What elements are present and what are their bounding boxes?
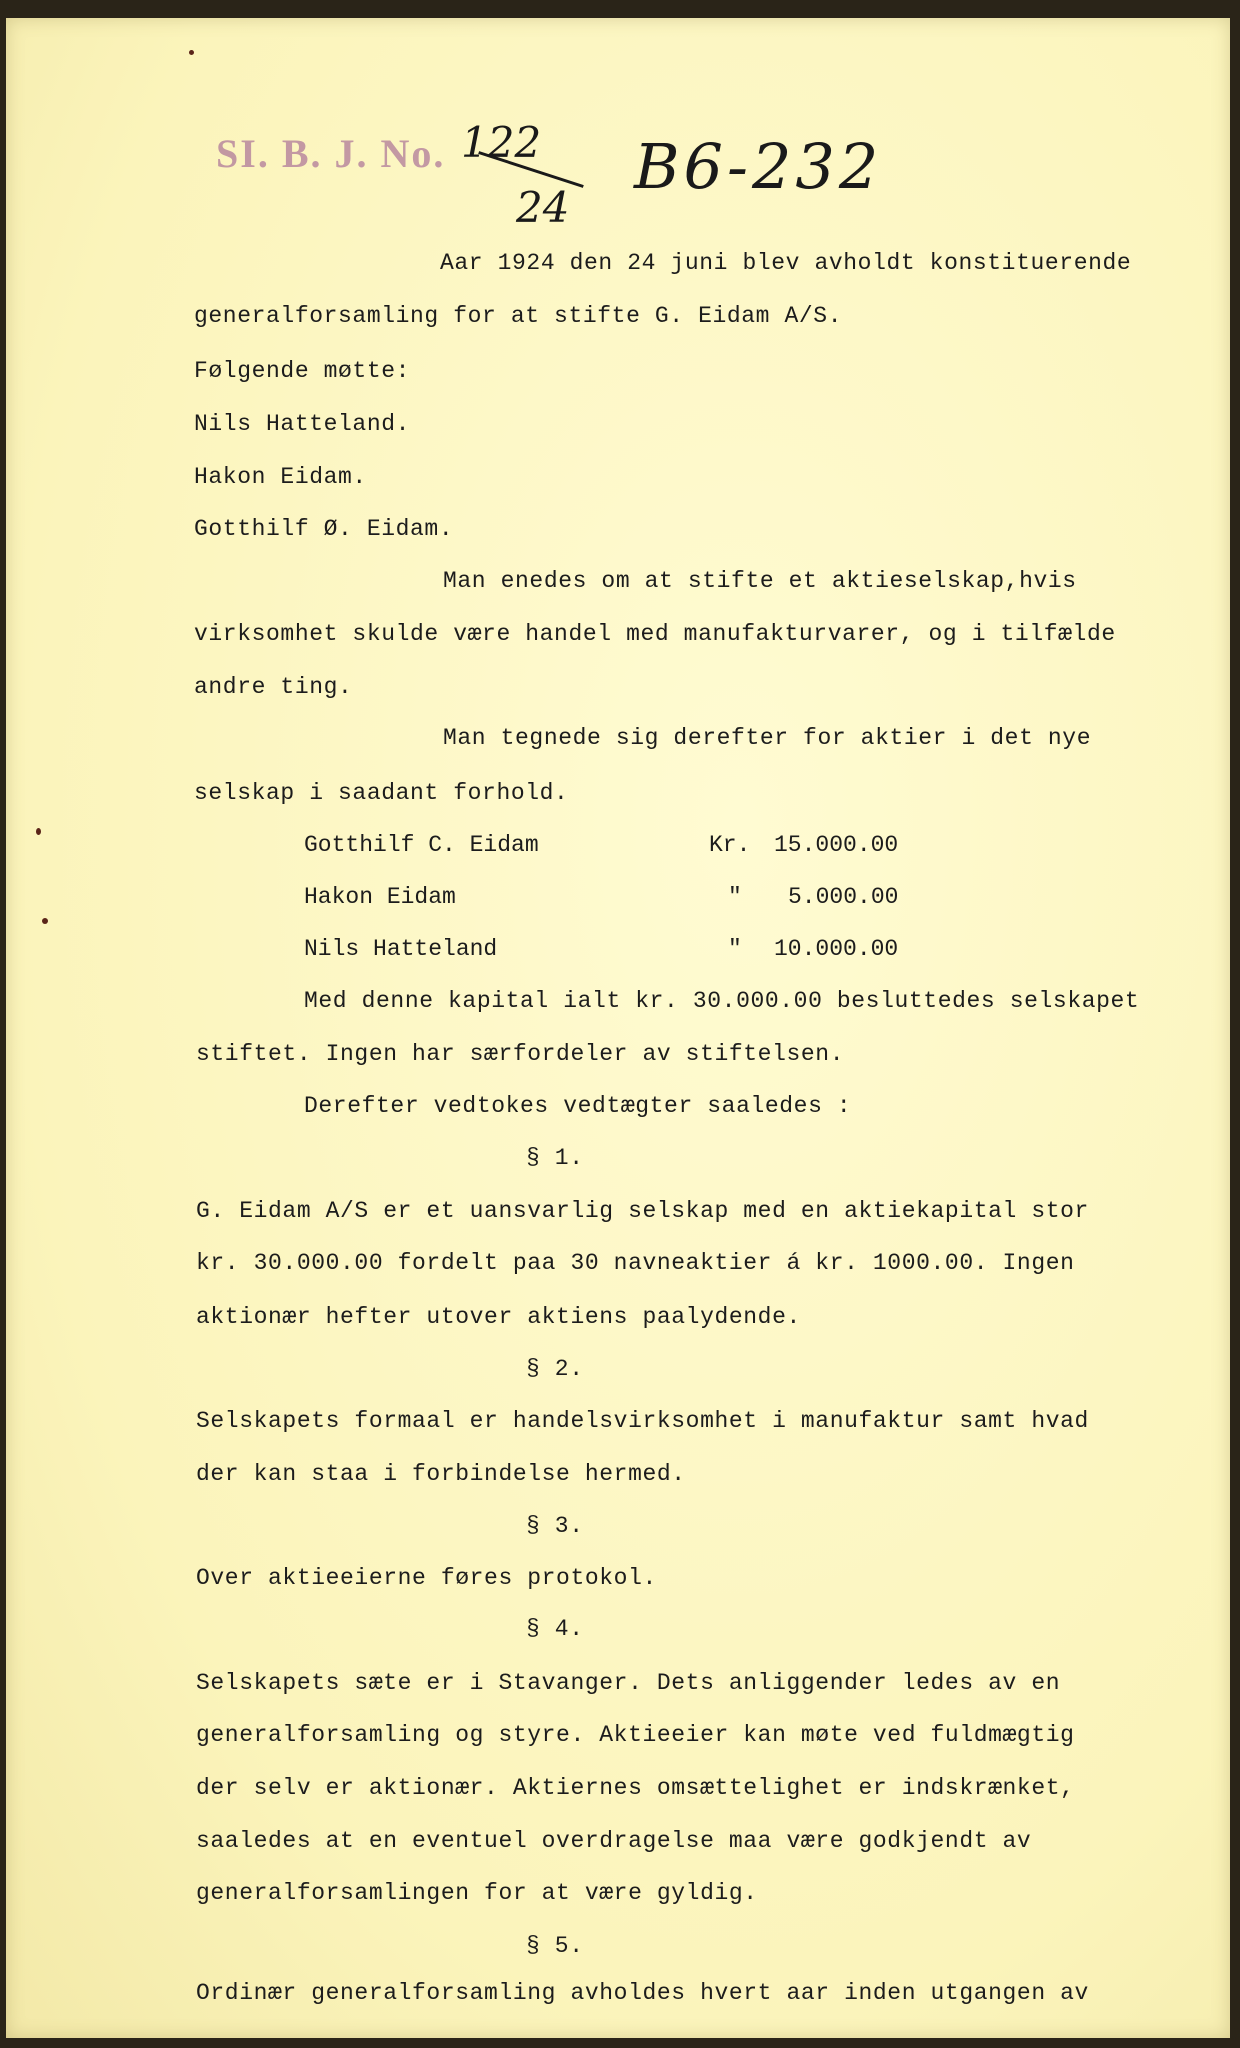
attendee-line: Nils Hatteland. bbox=[194, 411, 411, 437]
ink-speck bbox=[42, 918, 48, 924]
section-heading: § 3. bbox=[526, 1513, 584, 1539]
attendee-line: Gotthilf Ø. Eidam. bbox=[194, 516, 454, 542]
handwritten-archive-code: B6-232 bbox=[634, 130, 883, 203]
section-heading: § 2. bbox=[526, 1356, 584, 1382]
text-line: Aar 1924 den 24 juni blev avholdt konstituerende bbox=[440, 250, 1132, 276]
text-line: Ordinær generalforsamling avholdes hvert aar inden utgangen av bbox=[196, 1980, 1089, 2006]
text-line: virksomhet skulde være handel med manufakturvarer, og i tilfælde bbox=[194, 621, 1116, 647]
subscription-amount: 15.000.00 bbox=[774, 832, 899, 858]
text-line: Derefter vedtokes vedtægter saaledes : bbox=[304, 1093, 852, 1119]
subscriber-name: Nils Hatteland bbox=[304, 936, 498, 962]
text-line: stiftet. Ingen har særfordeler av stiftelsen. bbox=[196, 1041, 845, 1067]
registry-stamp: SI. B. J. No. bbox=[216, 131, 446, 176]
text-line: andre ting. bbox=[194, 674, 353, 700]
text-line: saaledes at en eventuel overdragelse maa være godkjendt av bbox=[196, 1828, 1032, 1854]
text-line: generalforsamling og styre. Aktieeier kan møte ved fuldmægtig bbox=[196, 1722, 1075, 1748]
section-heading: § 1. bbox=[526, 1145, 584, 1171]
attendee-line: Hakon Eidam. bbox=[194, 464, 367, 490]
text-line: generalforsamlingen for at være gyldig. bbox=[196, 1880, 758, 1906]
text-line: Selskapets formaal er handelsvirksomhet i manufaktur samt hvad bbox=[196, 1408, 1089, 1434]
subscriber-name: Gotthilf C. Eidam bbox=[304, 832, 539, 858]
text-line: Over aktieeierne føres protokol. bbox=[196, 1565, 657, 1591]
subscription-amount: 5.000.00 bbox=[788, 884, 899, 910]
amount-prefix: " bbox=[728, 884, 742, 910]
text-line: G. Eidam A/S er et uansvarlig selskap med en aktiekapital stor bbox=[196, 1198, 1089, 1224]
text-line: Man tegnede sig derefter for aktier i det nye bbox=[443, 725, 1092, 751]
amount-prefix: " bbox=[728, 936, 742, 962]
section-heading: § 5. bbox=[526, 1933, 584, 1959]
ink-speck bbox=[36, 828, 41, 835]
handwritten-ref-number: 122 bbox=[461, 118, 542, 167]
text-line: Selskapets sæte er i Stavanger. Dets anliggender ledes av en bbox=[196, 1670, 1061, 1696]
subscriber-name: Hakon Eidam bbox=[304, 884, 456, 910]
text-line: aktionær hefter utover aktiens paalydende. bbox=[196, 1304, 801, 1330]
text-line: selskap i saadant forhold. bbox=[194, 780, 569, 806]
text-line: Følgende møtte: bbox=[194, 358, 411, 384]
text-line: kr. 30.000.00 fordelt paa 30 navneaktier á kr. 1000.00. Ingen bbox=[196, 1250, 1075, 1276]
handwritten-ref-year: 24 bbox=[516, 183, 570, 232]
document-page bbox=[6, 18, 1230, 2038]
amount-prefix: Kr. bbox=[709, 832, 751, 858]
section-heading: § 4. bbox=[526, 1616, 584, 1642]
text-line: der selv er aktionær. Aktiernes omsættelighet er indskrænket, bbox=[196, 1775, 1075, 1801]
text-line: Man enedes om at stifte et aktieselskap,hvis bbox=[443, 568, 1077, 594]
ink-speck bbox=[189, 50, 194, 55]
text-line: der kan staa i forbindelse hermed. bbox=[196, 1461, 686, 1487]
text-line: Med denne kapital ialt kr. 30.000.00 besluttedes selskapet bbox=[304, 988, 1140, 1014]
text-line: generalforsamling for at stifte G. Eidam A/S. bbox=[194, 303, 843, 329]
subscription-amount: 10.000.00 bbox=[774, 936, 899, 962]
